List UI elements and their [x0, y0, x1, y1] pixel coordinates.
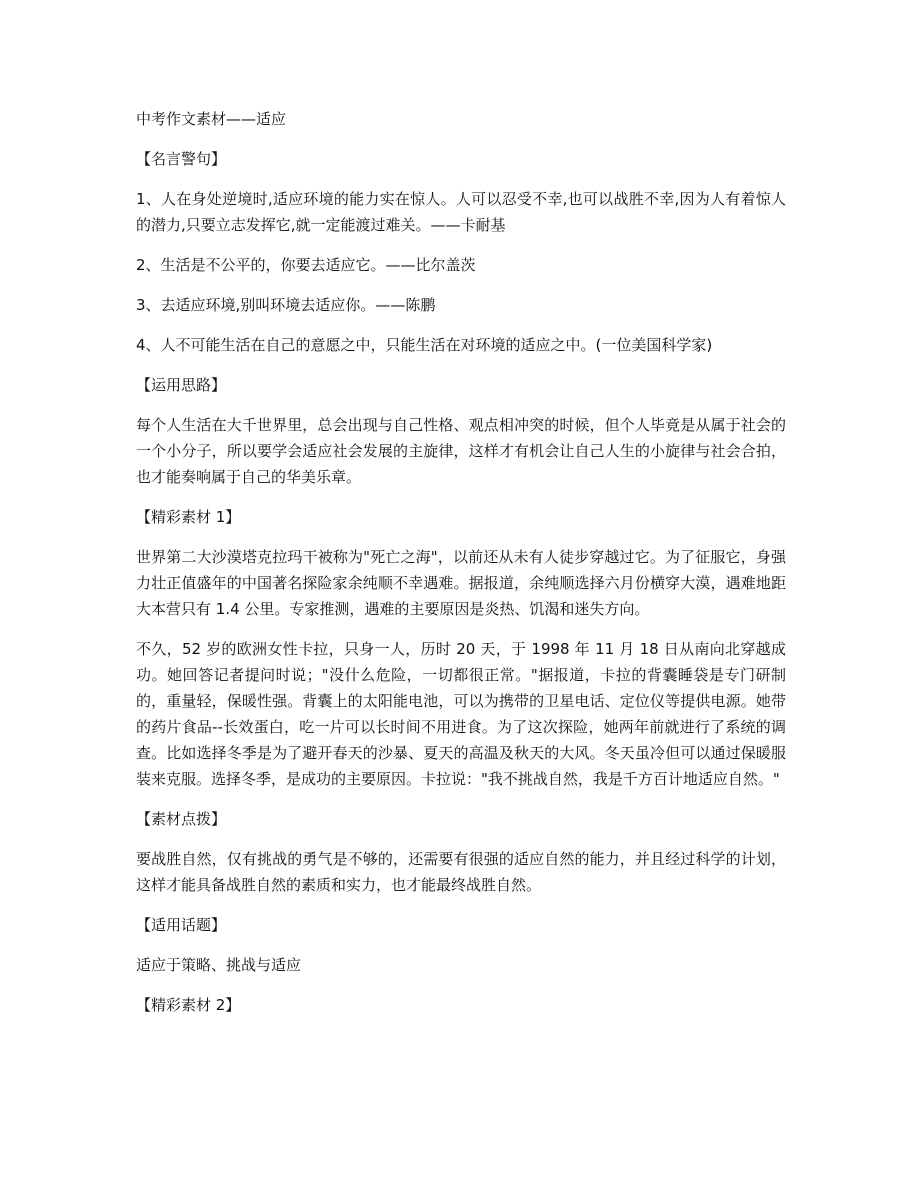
material-1-heading: 【精彩素材 1】	[136, 508, 241, 526]
quote-4: 4、人不可能生活在自己的意愿之中，只能生活在对环境的适应之中。(一位美国科学家)	[136, 336, 713, 354]
material-2-heading: 【精彩素材 2】	[136, 996, 241, 1014]
topics-heading: 【适用话题】	[136, 916, 227, 934]
quote-2: 2、生活是不公平的，你要去适应它。——比尔盖茨	[136, 256, 476, 274]
comment-heading: 【素材点拨】	[136, 810, 227, 828]
comment-paragraph: 要战胜自然，仅有挑战的勇气是不够的，还需要有很强的适应自然的能力，并且经过科学的计划，这样才能具备战胜自然的素质和实力，也才能最终战胜自然。	[136, 850, 786, 894]
quotes-heading: 【名言警句】	[136, 150, 227, 168]
topics-paragraph: 适应于策略、挑战与适应	[136, 956, 302, 974]
material-1-paragraph-2: 不久，52 岁的欧洲女性卡拉，只身一人，历时 20 天，于 1998 年 11 月 18 日从南向北穿越成功。她回答记者提问时说；"没什么危险，一切都很正常。"据报道，卡拉的背囊睡袋是专门研制的，重量轻，保暖性强。背囊上的太阳能电池，可以为携带的卫星电话、定位仪等提供电源。她带的药片食品--长效蛋白，吃一片可以长时间不用进食。为了这次探险，她两年前就进行了系统的调查。比如选择冬季是为了避开春天的沙暴、夏天的高温及秋天的大风。冬天虽冷但可以通过保暖服装来克服。选择冬季，是成功的主要原因。卡拉说："我不挑战自然，我是千方百计地适应自然。"	[136, 640, 786, 788]
quote-1: 1、人在身处逆境时,适应环境的能力实在惊人。人可以忍受不幸,也可以战胜不幸,因为人有着惊人的潜力,只要立志发挥它,就一定能渡过难关。——卡耐基	[136, 190, 786, 234]
document-title: 中考作文素材——适应	[136, 110, 287, 128]
usage-heading: 【运用思路】	[136, 376, 227, 394]
quote-3: 3、去适应环境,别叫环境去适应你。——陈鹏	[136, 296, 436, 314]
document-body	[136, 106, 786, 1032]
material-1-paragraph-1: 世界第二大沙漠塔克拉玛干被称为"死亡之海"，以前还从未有人徒步穿越过它。为了征服它，身强力壮正值盛年的中国著名探险家余纯顺不幸遇难。据报道，余纯顺选择六月份横穿大漠，遇难地距大本营只有 1.4 公里。专家推测，遇难的主要原因是炎热、饥渴和迷失方向。	[136, 548, 786, 618]
usage-paragraph: 每个人生活在大千世界里，总会出现与自己性格、观点相冲突的时候，但个人毕竟是从属于社会的一个小分子，所以要学会适应社会发展的主旋律，这样才有机会让自己人生的小旋律与社会合拍，也才能奏响属于自己的华美乐章。	[136, 416, 786, 486]
